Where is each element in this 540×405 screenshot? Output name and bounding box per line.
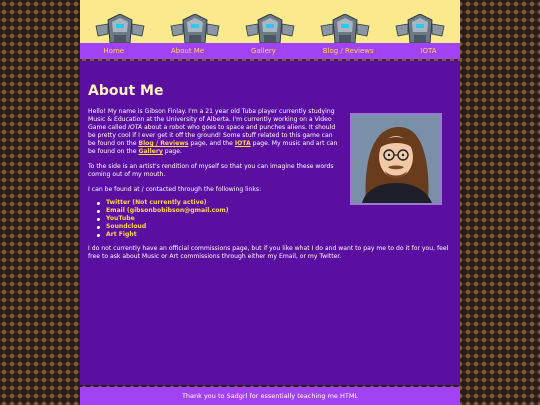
game-title: IOTA — [128, 124, 143, 131]
nav-about-me[interactable]: About Me — [170, 47, 205, 55]
intro-text: page. — [162, 148, 182, 155]
intro-text: about a robot who goes to space and punches aliens. It should be pretty cool if I ever get it off the ground! Some stuff related to this game can be found on the — [88, 124, 336, 147]
nav-home[interactable]: Home — [103, 47, 125, 55]
footer — [80, 387, 460, 405]
nav-gallery[interactable]: Gallery — [250, 47, 276, 55]
email-link[interactable]: Email (gibsonbobibson@gmail.com) — [106, 207, 452, 215]
self-portrait-image — [350, 113, 442, 205]
robot-icon — [319, 14, 371, 43]
nav-blog-reviews[interactable]: Blog / Reviews — [322, 47, 374, 55]
main-nav — [80, 43, 460, 59]
robot-icon — [169, 14, 221, 43]
footer-credit-text: Thank you to Sadgrl for essentially teaching me HTML — [181, 392, 359, 400]
twitter-link[interactable]: Twitter (Not currently active) — [106, 199, 452, 207]
page-title: About Me — [88, 83, 164, 99]
intro-text: page, and the — [188, 140, 235, 147]
iota-link[interactable]: IOTA — [234, 140, 251, 147]
page-frame — [80, 0, 460, 405]
contact-links-list — [106, 199, 452, 239]
header-banner — [80, 0, 460, 43]
robot-icon — [244, 14, 296, 43]
robot-icon — [394, 14, 446, 43]
nav-iota[interactable]: IOTA — [420, 47, 437, 55]
art-fight-link[interactable]: Art Fight — [106, 231, 452, 239]
youtube-link[interactable]: YouTube — [106, 215, 452, 223]
portrait-paragraph: To the side is an artist's rendition of myself so that you can imagine these words coming out of my mouth. — [88, 163, 334, 178]
intro-text: Hello! My name is Gibson Finlay. I'm a 21 year old Tuba player currently studying Music & Education at the University of Alberta. I'm currently working on a Video Game called — [88, 108, 335, 131]
gallery-link[interactable]: Gallery — [138, 148, 163, 155]
soundcloud-link[interactable]: Soundcloud — [106, 223, 452, 231]
intro-paragraph — [88, 108, 340, 156]
contact-paragraph: I can be found at / contacted through the following links: — [88, 186, 262, 193]
commissions-paragraph: I do not currently have an official commissions page, but if you like what I do and want to pay me to do it for you, feel free to ask about Music or Art commissions through either my Email, or my Twitter. — [88, 245, 449, 260]
blog-reviews-link[interactable]: Blog / Reviews — [138, 140, 189, 147]
robot-icon — [94, 14, 146, 43]
portrait-illustration — [352, 115, 440, 203]
main-content — [80, 61, 460, 385]
intro-text: page. My music and art can be found on the — [88, 140, 338, 155]
